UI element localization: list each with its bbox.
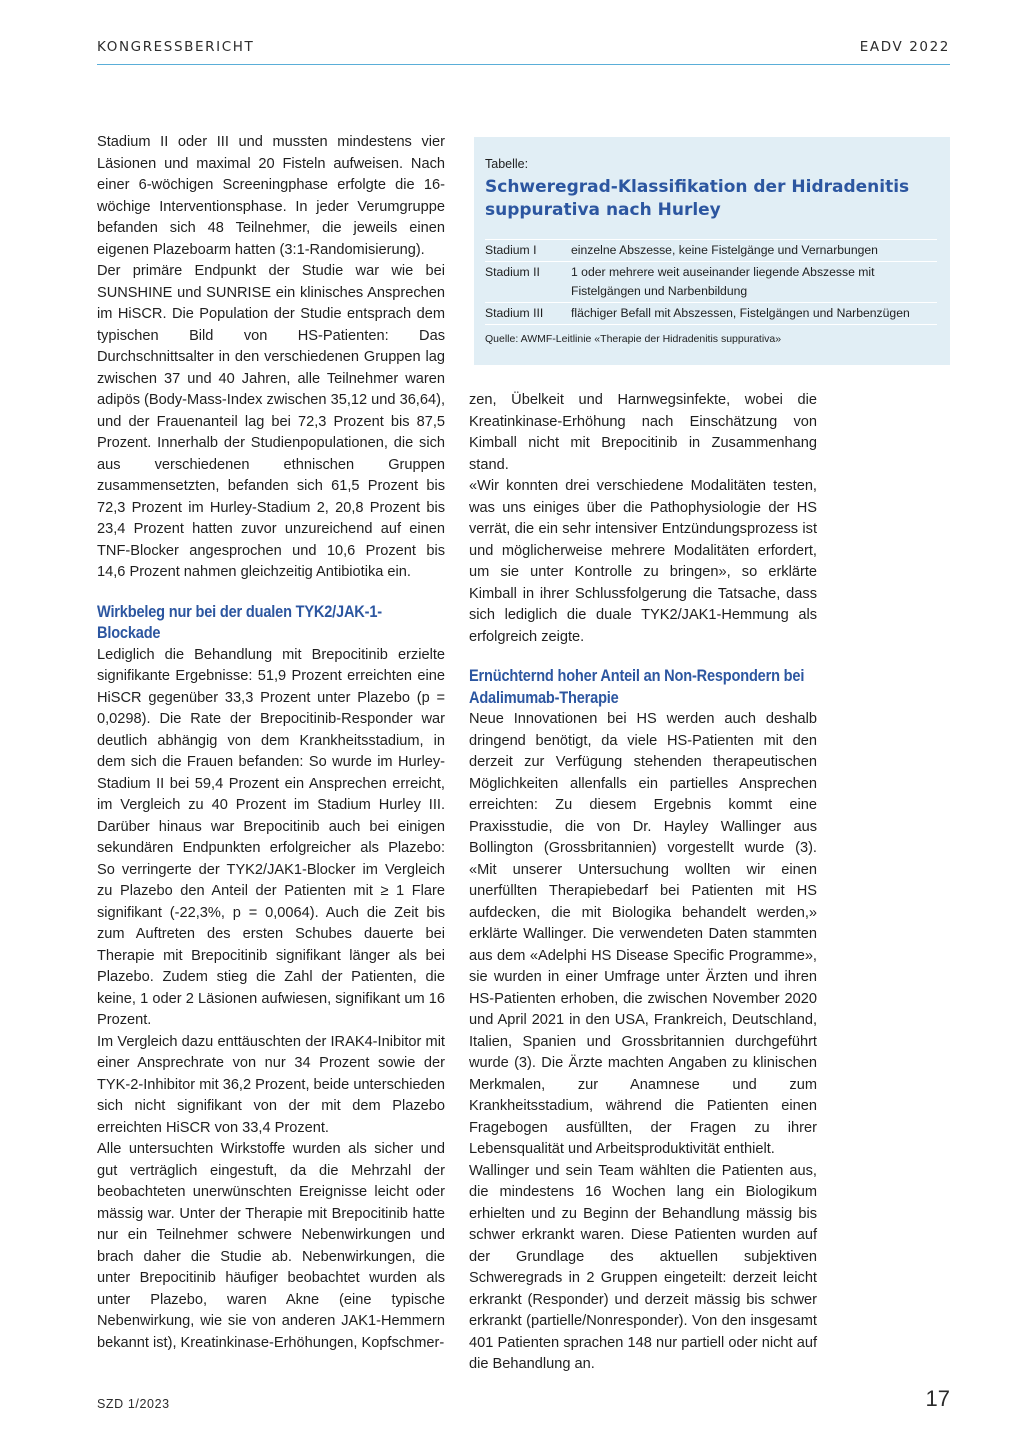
page-number: 17 <box>925 1386 950 1411</box>
header-rule <box>97 64 950 65</box>
paragraph: Alle untersuchten Wirkstoffe wurden als sicher und gut verträglich eingestuft, da die Mehrzahl der beobachteten unerwünschten Ereignisse leicht oder mässig war. Unter der Therapie mit Brepocitinib hatte nur ein Teilnehmer schwere Nebenwirkungen und brach daher die Studie ab. Nebenwirkungen, die unter Brepocitinib häufiger beobachtet wurden als unter Plazebo, waren Akne (eine typische Nebenwirkung, wie sie von anderen JAK1-Hemmern bekannt ist), Kreatinkinase-Erhöhungen, Kopfschmer- <box>97 1141 445 1351</box>
table-label: Tabelle: <box>485 157 529 171</box>
table-box <box>474 137 950 365</box>
section-heading: Ernüchternd hoher Anteil an Non-Respondern bei Adalimumab-Therapie <box>469 667 805 707</box>
table-cell-stage: Stadium I <box>485 243 537 257</box>
paragraph: «Wir konnten drei verschiedene Modalitäten testen, was uns einiges über die Pathophysiologie der HS verrät, die ein sehr intensiver Entzündungsprozess ist und möglicherweise mehrere Modalitäten erfordert, um sie unter Kontrolle zu bringen», so erklärte Kimball in ihrer Schlussfolgerung die Tatsache, dass sich lediglich die duale TYK2/JAK1-Hemmung als erfolgreich zeigte. <box>469 478 817 645</box>
paragraph: Neue Innovationen bei HS werden auch deshalb dringend benötigt, da viele HS-Patienten mit den derzeit zur Verfügung stehenden therapeutischen Möglichkeiten allenfalls ein partielles Ansprechen erreichten: Zu diesem Ergebnis kommt eine Praxisstudie, die von Dr. Hayley Wallinger aus Bollington (Grossbritannien) vorgestellt wurde (3). «Mit unserer Untersuchung wollten wir einen unerfüllten Therapiebedarf bei Patienten mit HS aufdecken, die mit Biologika behandelt werden,» erklärte Wallinger. Die verwendeten Daten stammten aus dem «Adelphi HS Disease Specific Programme», sie wurden in einer Umfrage unter Ärzten und ihren HS-Patienten erhoben, die zwischen November 2020 und April 2021 in den USA, Frankreich, Deutschland, Italien, Spanien und Grossbritannien durchgeführt wurde (3). Die Ärzte machten Angaben zu klinischen Merkmalen, zur Anamnese und zum Krankheitsstadium, während die Patienten einen Fragebogen ausfüllten, der Fragen zu ihrer Lebensqualität und Arbeitsproduktivität enthielt. <box>469 711 817 1157</box>
running-header-event: EADV 2022 <box>859 39 950 55</box>
paragraph: Lediglich die Behandlung mit Brepocitinib erzielte signifikante Ergebnisse: 51,9 Prozent erreichten eine HiSCR gegenüber 33,3 Prozent unter Plazebo (p = 0,0298). Die Rate der Brepocitinib-Responder war deutlich abhängig von dem Krankheitsstadium, in dem sich die Frauen befanden: So wurde im Hurley-Stadium II bei 59,4 Prozent ein Ansprechen erreicht, im Vergleich zu 40 Prozent im Stadium Hurley III. Darüber hinaus war Brepocitinib auch bei einigen sekundären Endpunkten erfolgreicher als Plazebo: So verringerte der TYK2/JAK1-Blocker im Vergleich zu Plazebo den Anteil der Patienten mit ≥ 1 Flare signifikant (-22,3%, p = 0,0064). Auch die Zeit bis zum Auftreten des ersten Schubes dauerte bei Therapie mit Brepocitinib signifikant länger als bei Plazebo. Zudem stieg die Zahl der Patienten, die keine, 1 oder 2 Läsionen aufwiesen, signifikant um 16 Prozent. <box>97 646 445 1028</box>
table-cell-stage: Stadium II <box>485 265 540 279</box>
table-source: Quelle: AWMF-Leitlinie «Therapie der Hidradenitis suppurativa» <box>485 333 782 345</box>
right-column <box>469 390 817 1376</box>
table-row <box>485 262 937 303</box>
paragraph: Stadium II oder III und mussten mindestens vier Läsionen und maximal 20 Fisteln aufweisen. Nach einer 6-wöchigen Screeningphase erfolgte die 16-wöchige Interventionsphase. In jeder Verumgruppe befanden sich 48 Teilnehmer, die jeweils einen eigenen Plazeboarm hatten (3:1-Randomisierung). <box>97 134 445 258</box>
hurley-table <box>485 239 937 325</box>
running-header-section: KONGRESSBERICHT <box>97 39 255 55</box>
table-cell-stage: Stadium III <box>485 306 544 320</box>
table-cell-description: flächiger Befall mit Abszessen, Fistelgängen und Narbenzügen <box>571 306 910 320</box>
paragraph: Im Vergleich dazu enttäuschten der IRAK4-Inibitor mit einer Ansprechrate von nur 34 Prozent sowie der TYK-2-Inhibitor mit 36,2 Prozent, beide unterschieden sich nicht signifikant von der mit dem Plazebo erreichten HiSCR von 33,4 Prozent. <box>97 1033 446 1136</box>
paragraph: Wallinger und sein Team wählten die Patienten aus, die mindestens 16 Wochen lang ein Biologikum erhielten und zu Beginn der Behandlung mässig bis schwer erkrankt waren. Diese Patienten wurden auf der Grundlage des aktuellen subjektiven Schweregrads in 2 Gruppen eingeteilt: derzeit leicht erkrankt (Responder) und derzeit mässig bis schwer erkrankt (partielle/Nonresponder). Von den insgesamt 401 Patienten sprachen 148 nur partiell oder nicht auf die Behandlung an. <box>469 1162 817 1372</box>
table-row <box>485 240 937 262</box>
table-cell-description: 1 oder mehrere weit auseinander liegende Abszesse mit Fistelgängen und Narbenbildung <box>571 265 875 298</box>
left-column <box>97 132 445 1354</box>
table-cell-description: einzelne Abszesse, keine Fistelgänge und Vernarbungen <box>571 243 878 257</box>
paragraph: Der primäre Endpunkt der Studie war wie bei SUNSHINE und SUNRISE ein klinisches Ansprechen im HiSCR. Die Population der Studie entsprach dem typischen Bild von HS-Patienten: Das Durchschnittsalter in den verschiedenen Gruppen lag zwischen 37 und 40 Jahren, alle Teilnehmer waren adipös (Body-Mass-Index zwischen 35,12 und 36,64), und der Frauenanteil lag bei 72,3 Prozent bis 87,5 Prozent. Innerhalb der Studienpopulationen, die sich aus verschiedenen ethnischen Gruppen zusammensetzten, befanden sich 61,5 Prozent bis 72,3 Prozent im Hurley-Stadium 2, 20,8 Prozent bis 23,4 Prozent hatten zuvor unzureichend auf einen TNF-Blocker angesprochen und 10,6 Prozent bis 14,6 Prozent nahmen gleichzeitig Antibiotika ein. <box>97 263 446 580</box>
journal-issue: SZD 1/2023 <box>97 1397 170 1411</box>
paragraph: zen, Übelkeit und Harnwegsinfekte, wobei die Kreatinkinase-Erhöhung nach Einschätzung von Kimball nicht mit Brepocitinib in Zusammenhang stand. <box>469 392 817 473</box>
table-title: Schweregrad-Klassifikation der Hidradenitis suppurativa nach Hurley <box>485 177 910 220</box>
section-heading: Wirkbeleg nur bei der dualen TYK2/JAK-1-Blockade <box>97 602 382 642</box>
table-row <box>485 303 937 325</box>
